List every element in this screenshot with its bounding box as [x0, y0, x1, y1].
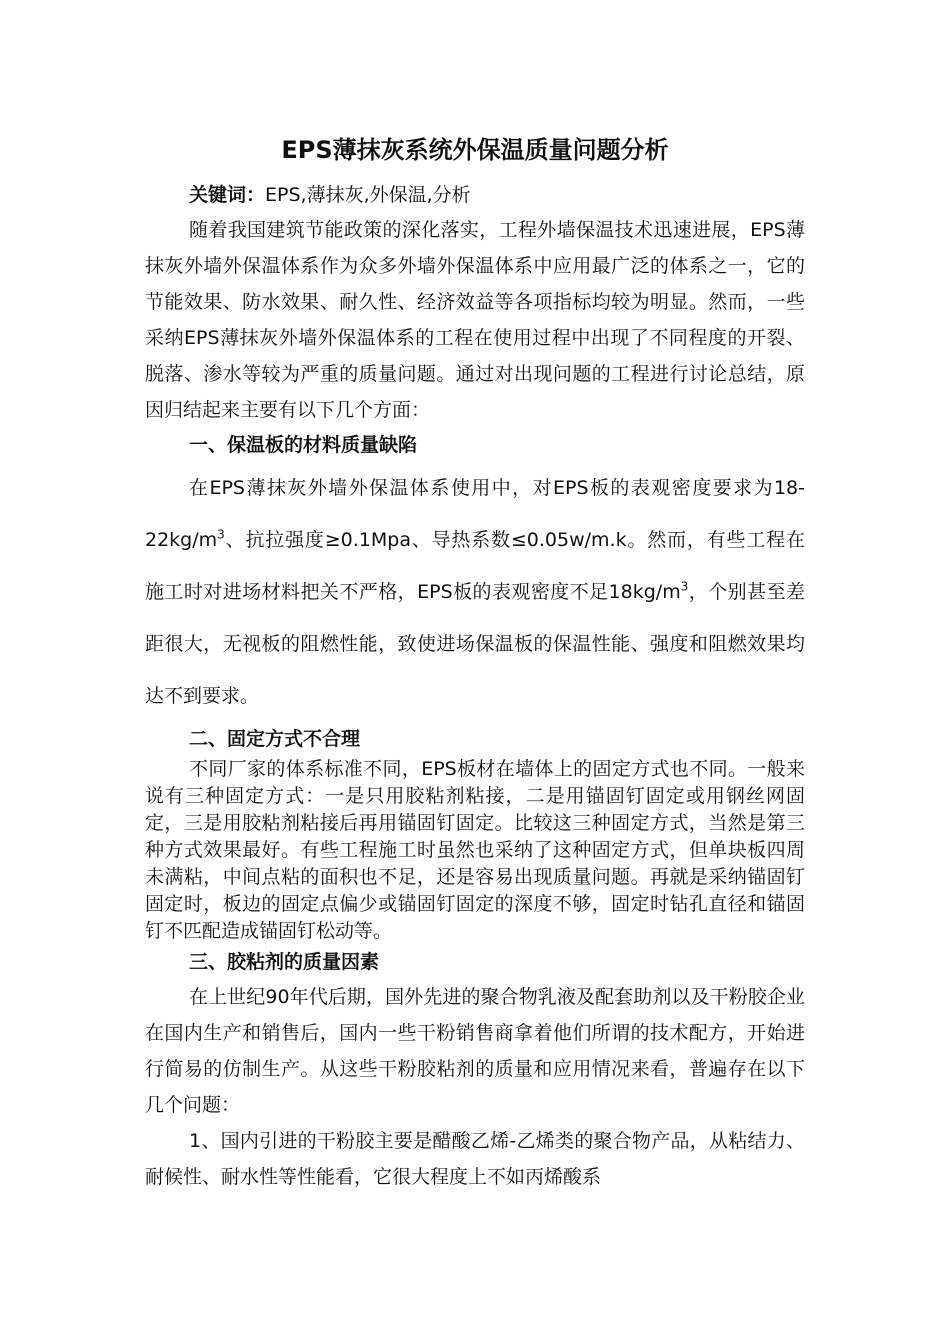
document-title: EPS薄抹灰系统外保温质量问题分析 [281, 136, 669, 164]
section-heading-2: 二、固定方式不合理 [189, 728, 361, 750]
section1-text-a: 在EPS薄抹灰外墙外保温体系使用中，对EPS板的表观密度要求为18-22kg/m [145, 477, 805, 551]
section1-text-c: ，个别甚至差距很大，无视板的阻燃性能，致使进场保温板的保温性能、强度和阻燃效果均达不到要求。 [145, 581, 805, 707]
intro-paragraph: 随着我国建筑节能政策的深化落实，工程外墙保温技术迅速进展，EPS薄抹灰外墙外保温体系作为众多外墙外保温体系中应用最广泛的体系之一，它的节能效果、防水效果、耐久性、经济效益等各项指标均较为明显。然而，一些采纳EPS薄抹灰外墙外保温体系的工程在使用过程中出现了不同程度的开裂、脱落、渗水等较为严重的质量问题。通过对出现问题的工程进行讨论总结，原因归结起来主要有以下几个方面： [145, 219, 805, 421]
document-page [145, 128, 805, 1195]
section1-paragraph [145, 462, 805, 722]
section3-item-1: 1、国内引进的干粉胶主要是醋酸乙烯-乙烯类的聚合物产品，从粘结力、耐候性、耐水性等性能看，它很大程度上不如丙烯酸系 [145, 1130, 805, 1188]
section1-text-b: 、抗拉强度≥0.1Mpa、导热系数≤0.05w/m.k。然而，有些工程在施工时对进场材料把关不严格，EPS板的表观密度不足18kg/m [145, 529, 805, 603]
superscript-3: 3 [680, 579, 689, 594]
keywords-line [145, 178, 805, 212]
keywords-value: EPS,薄抹灰,外保温,分析 [265, 184, 471, 206]
superscript-3: 3 [217, 527, 225, 542]
section-heading-3: 三、胶粘剂的质量因素 [189, 951, 380, 973]
keywords-label: 关键词： [189, 184, 266, 206]
section3-paragraph: 在上世纪90年代后期，国外先进的聚合物乳液及配套助剂以及干粉胶企业在国内生产和销售后，国内一些干粉销售商拿着他们所谓的技术配方，开始进行简易的仿制生产。从这些干粉胶粘剂的质量和应用情况来看，普遍存在以下几个问题： [145, 986, 805, 1116]
section-heading-1: 一、保温板的材料质量缺陷 [189, 434, 418, 456]
section2-paragraph: 不同厂家的体系标准不同，EPS板材在墙体上的固定方式也不同。一般来说有三种固定方式：一是只用胶粘剂粘接，二是用锚固钉固定或用钢丝网固定，三是用胶粘剂粘接后再用锚固钉固定。比较这三种固定方式，当然是第三种方式效果最好。有些工程施工时虽然也采纳了这种固定方式，但单块板四周未满粘，中间点粘的面积也不足，还是容易出现质量问题。再就是采纳锚固钉固定时，板边的固定点偏少或锚固钉固定的深度不够，固定时钻孔直径和锚固钉不匹配造成锚固钉松动等。 [145, 758, 805, 942]
